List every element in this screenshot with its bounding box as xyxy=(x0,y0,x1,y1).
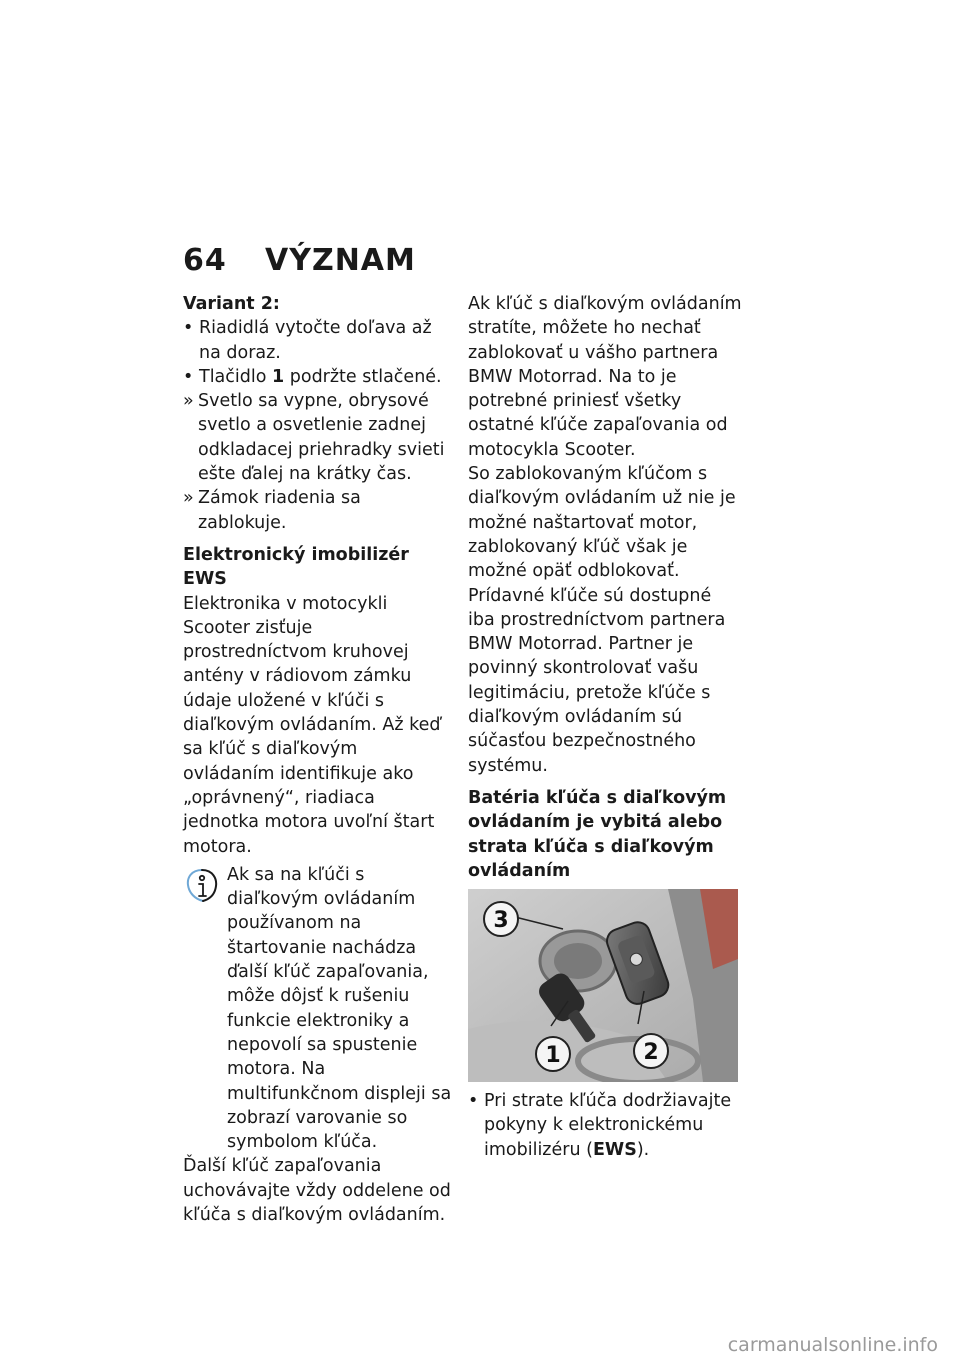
info-text: Ak sa na kľúči s diaľkovým ovládaním používanom na štartovanie nachádza ďalší kľúč zapaľovania, môže dôjsť k rušeniu funkcie elektroniky a nepovolí sa spustenie motora. Na multifunkčnom displeji sa zobrazí varovanie so symbolom kľúča. xyxy=(227,864,452,1153)
bullet-text-post: podržte stlačené. xyxy=(284,366,442,387)
callout-3 xyxy=(484,902,518,936)
result-item xyxy=(183,486,453,535)
svg-text:1: 1 xyxy=(545,1043,561,1069)
page-header xyxy=(183,243,416,278)
bullet-icon: • xyxy=(468,1091,479,1112)
bullet-icon: • xyxy=(183,366,194,387)
watermark: carmanualsonline.info xyxy=(727,1334,938,1356)
info-note xyxy=(183,863,453,1155)
bullet-item xyxy=(183,316,453,365)
info-icon xyxy=(183,867,221,905)
info-text-2: Ďalší kľúč zapaľovania uchovávajte vždy oddelene od kľúča s diaľkovým ovládaním. xyxy=(183,1156,451,1225)
left-column xyxy=(183,292,453,1227)
extra-keys-paragraph: Prídavné kľúče sú dostupné iba prostredníctvom partnera BMW Motorrad. Partner je povinný skontrolovať vašu legitimáciu, pretože kľúče s diaľkovým ovládaním sú súčasťou bezpečnostného systému. xyxy=(468,585,726,776)
bullet-icon: • xyxy=(183,318,194,339)
bullet-text-post: ). xyxy=(636,1139,650,1160)
result-item xyxy=(183,389,453,486)
battery-heading: Batéria kľúča s diaľkovým ovládaním je vybitá alebo strata kľúča s diaľkovým ovládaním xyxy=(468,787,727,881)
callout-2 xyxy=(634,1034,668,1068)
result-arrow-icon: » xyxy=(183,391,194,412)
page-title: VÝZNAM xyxy=(265,243,416,278)
result-arrow-icon: » xyxy=(183,488,194,509)
ews-paragraph: Elektronika v motocykli Scooter zisťuje prostredníctvom kruhovej antény v rádiovom zámku údaje uložené v kľúči s diaľkovým ovládaním. Až keď sa kľúč s diaľkovým ovládaním identifikuje ako „oprávnený“, riadiaca jednotka motora uvoľní štart motora. xyxy=(183,593,441,857)
page-number: 64 xyxy=(183,243,227,278)
bullet-text-pre: Tlačidlo xyxy=(199,366,272,387)
right-column xyxy=(468,292,743,1162)
bullet-item xyxy=(468,1089,743,1162)
key-photo xyxy=(468,889,738,1082)
bullet-text-pre: Pri strate kľúča dodržiavajte pokyny k elektronickému imobilizéru ( xyxy=(484,1091,732,1160)
result-text: Zámok riadenia sa zablokuje. xyxy=(198,488,361,533)
lost-key-paragraph: Ak kľúč s diaľkovým ovládaním stratíte, môžete ho nechať zablokovať u vášho partnera BMW Motorrad. Na to je potrebné priniesť všetky ostatné kľúče zapaľovania od motocykla Scooter. xyxy=(468,294,742,460)
bullet-text: Riadidlá vytočte doľava až na doraz. xyxy=(199,318,432,363)
svg-text:2: 2 xyxy=(643,1040,659,1066)
result-text: Svetlo sa vypne, obrysové svetlo a osvetlenie zadnej odkladacej priehradky svieti ešte ďalej na krátky čas. xyxy=(198,391,445,485)
ews-abbrev: EWS xyxy=(592,1139,637,1160)
blocked-key-paragraph: So zablokovaným kľúčom s diaľkovým ovládaním už nie je možné naštartovať motor, zablokovaný kľúč však je možné opäť odblokovať. xyxy=(468,464,736,582)
callout-1 xyxy=(536,1037,570,1071)
svg-text:3: 3 xyxy=(493,908,509,934)
bullet-item xyxy=(183,365,453,389)
button-number: 1 xyxy=(272,366,285,387)
variant-heading: Variant 2: xyxy=(183,294,280,314)
ews-heading: Elektronický imobilizér EWS xyxy=(183,544,409,590)
